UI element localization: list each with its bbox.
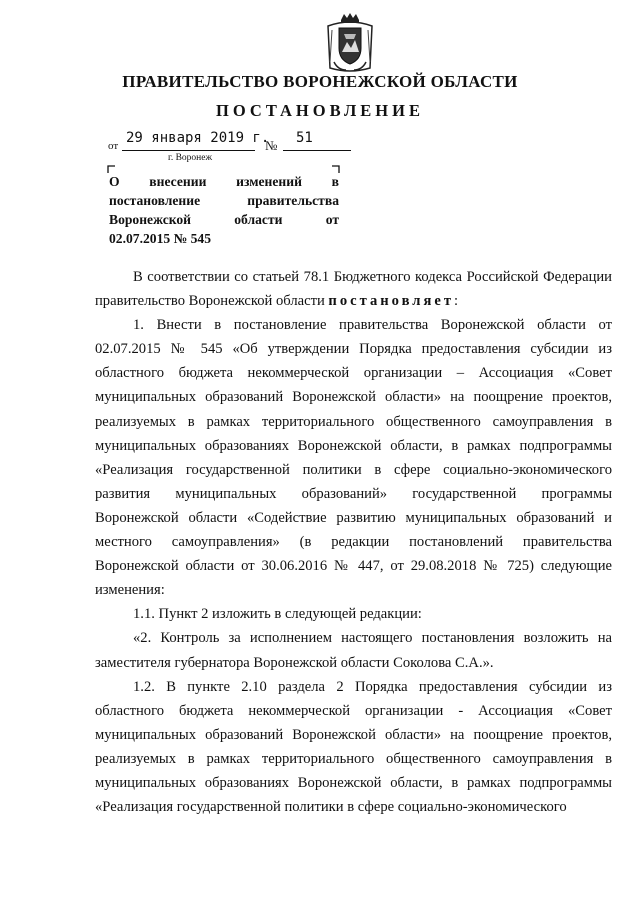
document-number: 51 [296,130,313,146]
clause-1-2: 1.2. В пункте 2.10 раздела 2 Порядка предоставления субсидии из областного бюджета некоммерческой организации - Ассоциация «Совет муниципальных образований Воронежской области» на поощрение проектов, реализуемых в рамках территориального общественного самоуправления в муниципальных образованиях Воронежской области, в рамках подпрограммы «Реализация государственной политики в сфере социально-экономического [95,678,612,816]
city-label: г. Воронеж [168,153,213,163]
clause-1: 1. Внести в постановление правительства Воронежской области от 02.07.2015 № 545 «Об утверждении Порядка предоставления субсидии из областного бюджета некоммерческой организации – Ассоциация «Совет муниципальных образований Воронежской области» на поощрение проектов, реализуемых в рамках территориального общественного самоуправления в муниципальных образованиях Воронежской области, в рамках подпрограммы «Реализация государственной политики в сфере социально-экономического развития муниципальных образований» государственной программы Воронежской области «Содействие развитию муниципальных образований и местного самоуправления» (в редакции постановлений правительства Воронежской области от 30.06.2016 № 447, от 29.08.2018 № 725) следующие изменения: [95,317,612,599]
subject-line: Воронежской области от [109,212,339,227]
clause-1-1: 1.1. Пункт 2 изложить в следующей редакции: [133,606,422,623]
coat-of-arms-icon [324,12,376,74]
date-prefix-label: от [108,140,119,152]
number-label: № [265,138,278,153]
clause-1-1-quote: «2. Контроль за исполнением настоящего постановления возложить на заместителя губернатора Воронежской области Соколова С.А.». [95,630,612,671]
subject-line: постановление правительства [109,193,339,208]
decree-word: постановляет [328,293,455,310]
subject-line: О внесении изменений в [109,174,339,189]
preamble-paragraph [95,265,612,313]
document-date: 29 января 2019 г. [126,130,270,146]
document-body [95,265,612,819]
government-title: ПРАВИТЕЛЬСТВО ВОРОНЕЖСКОЙ ОБЛАСТИ [122,72,518,91]
subject-line: 02.07.2015 № 545 [109,231,212,246]
preamble-text: В соответствии со статьей 78.1 Бюджетного кодекса Российской Федерации правительство Воронежской области [95,269,612,310]
number-underline [283,150,351,151]
document-type-title: ПОСТАНОВЛЕНИЕ [216,101,424,120]
preamble-colon: : [454,293,459,310]
date-underline [122,150,255,151]
document-subject [109,172,339,248]
